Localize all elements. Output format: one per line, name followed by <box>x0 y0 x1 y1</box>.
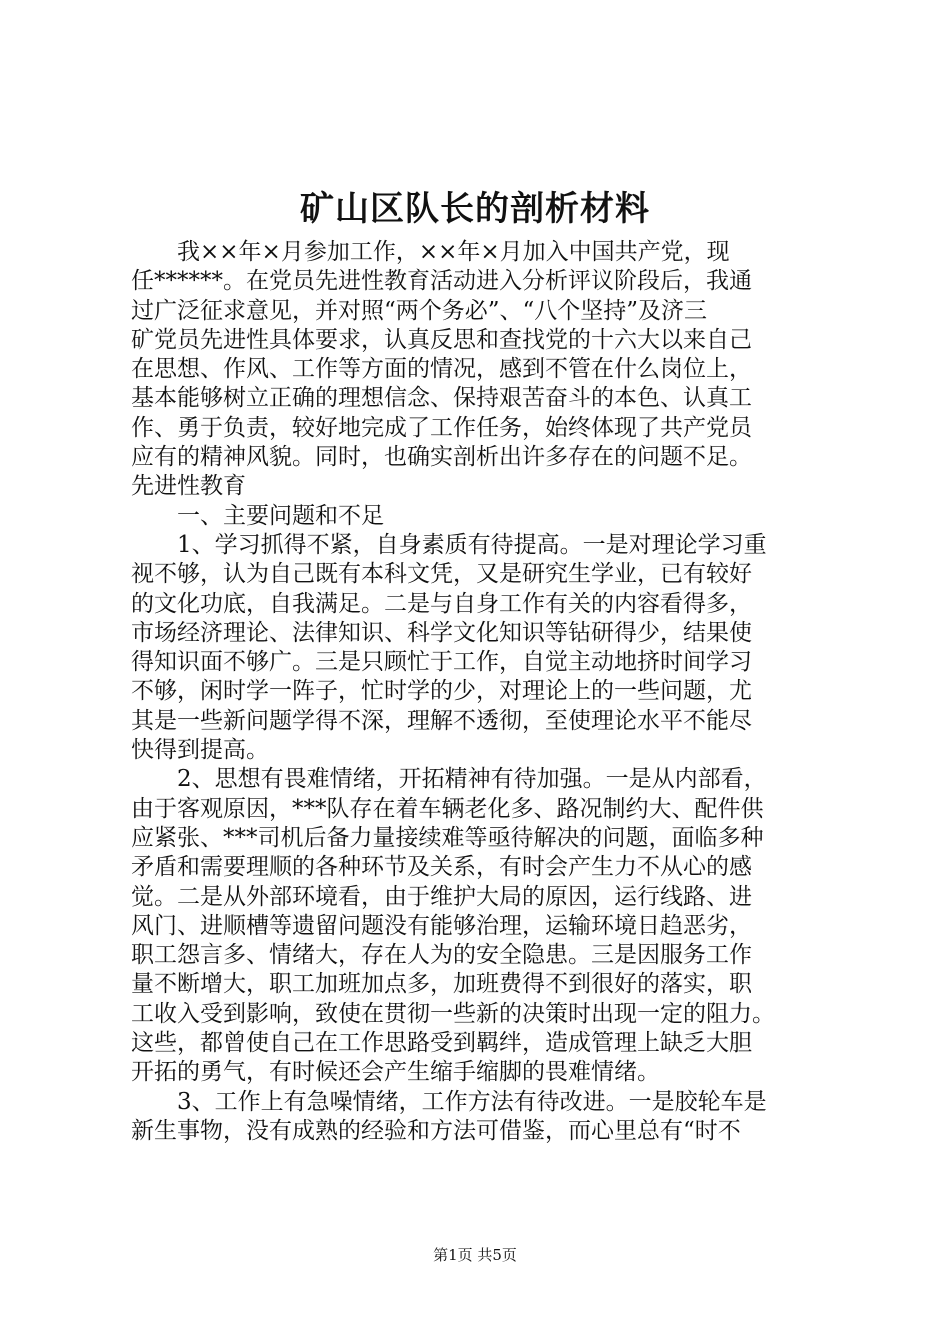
paragraph-line: 这些，都曾使自己在工作思路受到羁绊，造成管理上缺乏大胆 <box>131 1030 752 1057</box>
paragraph-line: 得知识面不够广。三是只顾忙于工作，自觉主动地挤时间学习 <box>131 649 752 676</box>
paragraph-line: 新生事物，没有成熟的经验和方法可借鉴，而心里总有“时不 <box>131 1117 741 1144</box>
paragraph-line: 风门、进顺槽等遗留问题没有能够治理，运输环境日趋恶劣， <box>131 912 752 939</box>
paragraph-line: 量不断增大，职工加班加点多，加班费得不到很好的落实，职 <box>131 971 752 998</box>
paragraph-line: 的文化功底，自我满足。二是与自身工作有关的内容看得多， <box>131 590 752 617</box>
paragraph-line: 开拓的勇气，有时候还会产生缩手缩脚的畏难情绪。 <box>131 1059 660 1086</box>
paragraph-line: 过广泛征求意见，并对照“两个务必”、“八个坚持”及济三 <box>131 297 708 324</box>
paragraph-line: 任******。在党员先进性教育活动进入分析评议阶段后，我通 <box>131 268 752 295</box>
paragraph-line: 职工怨言多、情绪大，存在人为的安全隐患。三是因服务工作 <box>131 942 752 969</box>
paragraph-line: 由于客观原因，***队存在着车辆老化多、路况制约大、配件供 <box>131 795 764 822</box>
paragraph-line: 基本能够树立正确的理想信念、保持艰苦奋斗的本色、认真工 <box>131 385 752 412</box>
paragraph-line: 应紧张、***司机后备力量接续难等亟待解决的问题，面临多种 <box>131 824 764 851</box>
paragraph-line: 3、工作上有急噪情绪，工作方法有待改进。一是胶轮车是 <box>177 1088 767 1115</box>
paragraph-line: 先进性教育 <box>131 473 246 500</box>
paragraph-line: 其是一些新问题学得不深，理解不透彻，至使理论水平不能尽 <box>131 707 752 734</box>
paragraph-line: 矿党员先进性具体要求，认真反思和查找党的十六大以来自己 <box>131 326 752 353</box>
paragraph-line: 视不够，认为自己既有本科文凭，又是研究生学业，已有较好 <box>131 561 752 588</box>
section-heading: 一、主要问题和不足 <box>177 502 384 529</box>
paragraph-line: 1、学习抓得不紧，自身素质有待提高。一是对理论学习重 <box>177 531 767 558</box>
page-footer: 第1页 共5页 <box>433 1246 517 1264</box>
paragraph-line: 不够，闲时学一阵子，忙时学的少，对理论上的一些问题，尤 <box>131 678 752 705</box>
paragraph-line: 矛盾和需要理顺的各种环节及关系，有时会产生力不从心的感 <box>131 854 752 881</box>
paragraph-line: 快得到提高。 <box>131 737 269 764</box>
document-body <box>131 238 831 1146</box>
document-title: 矿山区队长的剖析材料 <box>300 189 650 229</box>
paragraph-line: 应有的精神风貌。同时，也确实剖析出许多存在的问题不足。 <box>131 444 752 471</box>
paragraph-line: 工收入受到影响，致使在贯彻一些新的决策时出现一定的阻力。 <box>131 1000 775 1027</box>
paragraph-line: 2、思想有畏难情绪，开拓精神有待加强。一是从内部看， <box>177 766 767 793</box>
paragraph-line: 觉。二是从外部环境看，由于维护大局的原因，运行线路、进 <box>131 883 752 910</box>
paragraph-line: 作、勇于负责，较好地完成了工作任务，始终体现了共产党员 <box>131 414 752 441</box>
paragraph-line: 市场经济理论、法律知识、科学文化知识等钻研得少，结果使 <box>131 619 752 646</box>
paragraph-line: 在思想、作风、工作等方面的情况，感到不管在什么岗位上， <box>131 356 752 383</box>
paragraph-line: 我××年×月参加工作，××年×月加入中国共产党，现 <box>177 239 730 265</box>
